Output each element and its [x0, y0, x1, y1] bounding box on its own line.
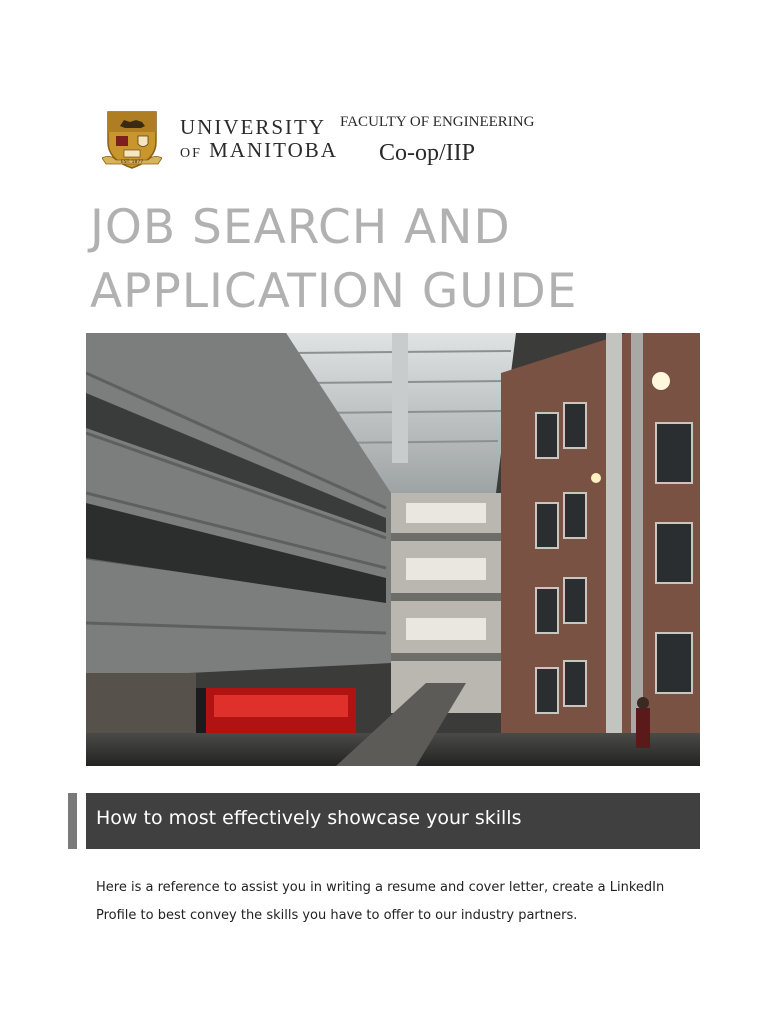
title-line1: JOB SEARCH AND: [90, 200, 511, 255]
university-line1: UNIVERSITY: [180, 115, 326, 139]
section-banner: [86, 793, 700, 849]
crest-motto: EST. 1877: [120, 160, 144, 165]
title-line2: APPLICATION GUIDE: [90, 264, 578, 319]
university-of: OF: [180, 146, 202, 161]
intro-line1: Here is a reference to assist you in writing a resume and cover letter, create a LinkedIn: [96, 880, 665, 895]
university-crest-logo: [102, 106, 162, 170]
university-line2: MANITOBA: [209, 138, 338, 162]
university-name: [180, 116, 338, 165]
intro-paragraph: [96, 874, 696, 930]
banner-accent-bar: [68, 793, 77, 849]
faculty-name: FACULTY OF ENGINEERING: [340, 114, 535, 130]
program-name: Co-op/IIP: [379, 140, 475, 166]
engineering-atrium-photo: [86, 333, 700, 766]
intro-line2: Profile to best convey the skills you have to offer to our industry partners.: [96, 908, 578, 923]
section-heading: How to most effectively showcase your skills: [96, 807, 522, 829]
document-title: [90, 196, 577, 324]
